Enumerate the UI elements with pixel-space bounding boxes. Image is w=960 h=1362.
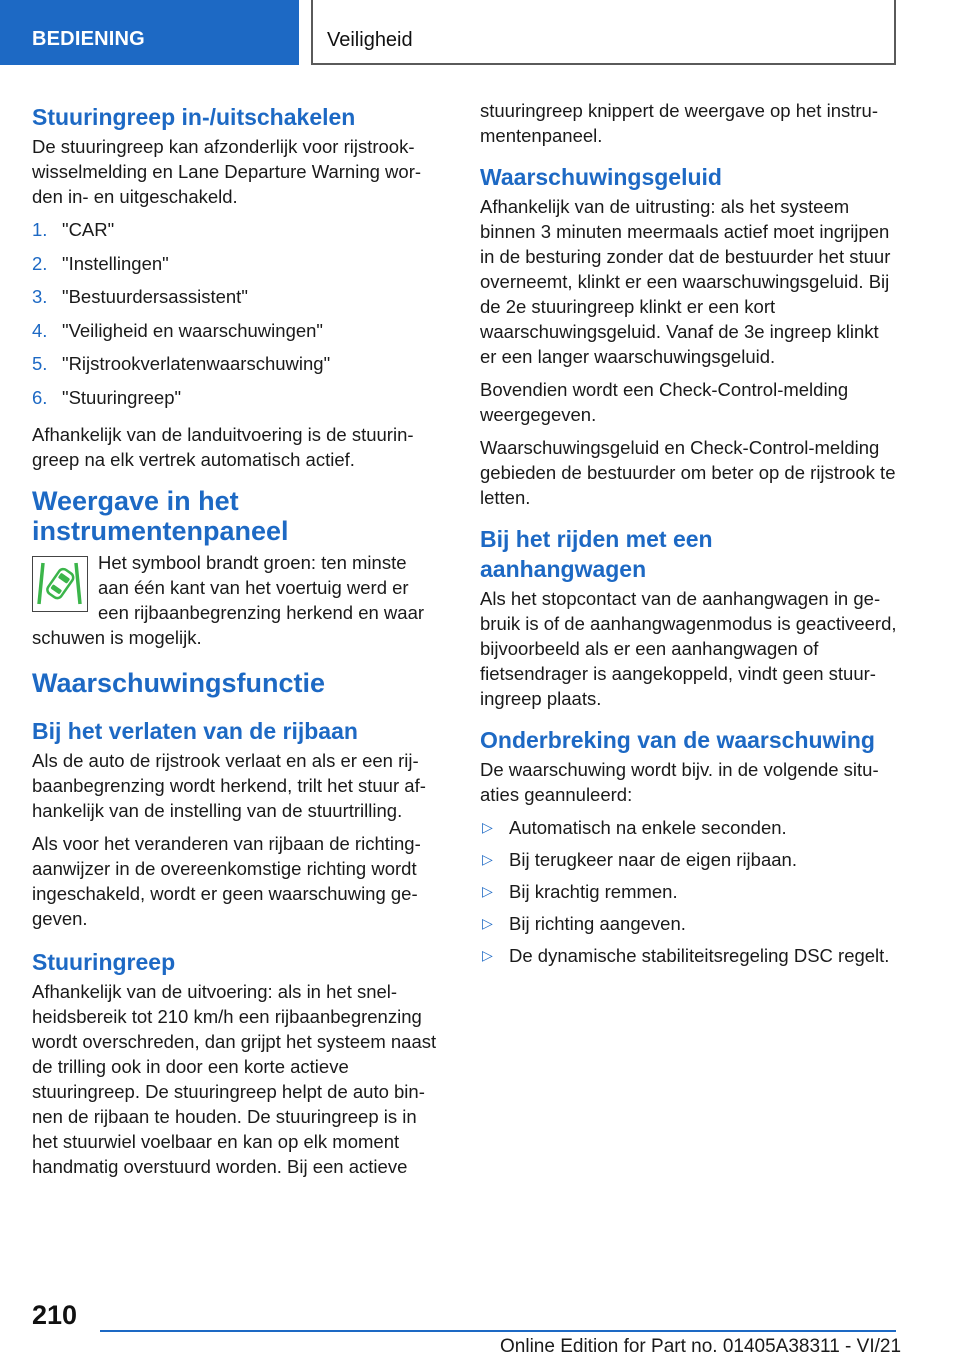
heading-steer: Stuuringreep	[32, 949, 176, 975]
list-item	[480, 943, 900, 968]
page-number: 210	[32, 1300, 78, 1330]
icon-row	[32, 552, 442, 625]
header-chapter-label: Veiligheid	[327, 29, 413, 51]
bullet-text: De dynamische stabiliteitsregeling DSC regelt.	[509, 945, 890, 966]
list-item	[480, 815, 900, 840]
bullet-text: Bij terugkeer naar de eigen rijbaan.	[509, 849, 797, 870]
left-column	[32, 98, 442, 1187]
paragraph-switch: De stuuringreep kan afzonderlijk voor rijstrookwisselmelding en Lane Departure Warning worden in- en uitgeschakeld.	[32, 136, 422, 207]
step-text: "Stuuringreep"	[62, 386, 182, 408]
list-item	[480, 879, 900, 904]
paragraph-continued: stuuringreep knippert de weergave op het instrumentenpaneel.	[480, 100, 878, 146]
bullet-text: Automatisch na enkele seconden.	[509, 817, 787, 838]
interrupt-list	[480, 815, 900, 968]
header-section-tab	[0, 0, 299, 65]
heading-trailer: Bij het rijden met een aanhangwagen	[480, 526, 713, 582]
paragraph-after-steps: Afhankelijk van de landuitvoering is de stuuringreep na elk vertrek automatisch actief.	[32, 424, 414, 470]
icon-description: Het symbool brandt groen: ten minste aan één kant van het voertuig werd er een rijbaanbegrenzing herkend en waar	[98, 552, 425, 623]
bullet-triangle-icon: ▷	[482, 851, 493, 867]
bullet-text: Bij richting aangeven.	[509, 913, 686, 934]
list-item	[32, 217, 442, 251]
heading-sound: Waarschuwingsgeluid	[480, 164, 722, 190]
footer-edition: Online Edition for Part no. 01405A38311 - VI/21	[500, 1336, 902, 1357]
paragraph-sound-2: Bovendien wordt een Check-Control-melding weergegeven.	[480, 379, 849, 425]
steps-list	[32, 217, 442, 418]
header-section-label: BEDIENING	[32, 28, 145, 50]
list-item	[32, 351, 442, 385]
list-item	[32, 318, 442, 352]
step-text: "Rijstrookverlatenwaarschuwing"	[62, 353, 331, 374]
paragraph-sound-3: Waarschuwingsgeluid en Check-Control-melding gebieden de bestuurder om beter op de rijstrook te letten.	[480, 437, 896, 508]
footer-divider	[100, 1330, 896, 1332]
step-number: 2.	[32, 252, 48, 274]
bullet-triangle-icon: ▷	[482, 819, 493, 835]
list-item	[480, 911, 900, 936]
paragraph-interrupt: De waarschuwing wordt bijv. in de volgende situaties geannuleerd:	[480, 759, 879, 805]
step-text: "Veiligheid en waarschuwingen"	[62, 319, 323, 341]
paragraph-trailer: Als het stopcontact van de aanhangwagen in gebruik is of de aanhangwagenmodus is geactiveerd, bijvoorbeeld als er een aanhangwagen of fietsendrager is aangekoppeld, vindt geen stuuringreep plaats.	[480, 588, 897, 709]
heading-switch: Stuuringreep in-/uitschakelen	[32, 104, 356, 130]
heading-leaving: Bij het verlaten van de rijbaan	[32, 718, 358, 744]
heading-display: Weergave in het instrumentenpaneel	[32, 486, 289, 546]
step-text: "Instellingen"	[62, 252, 169, 274]
step-number: 6.	[32, 386, 48, 408]
bullet-triangle-icon: ▷	[482, 883, 493, 899]
paragraph-leaving-1: Als de auto de rijstrook verlaat en als er een rijbaanbegrenzing wordt herkend, trilt het stuur afhankelijk van de instelling van de stuurtrilling.	[32, 750, 426, 821]
list-item	[32, 385, 442, 419]
list-item	[480, 847, 900, 872]
list-item	[32, 251, 442, 285]
step-text: "CAR"	[62, 219, 115, 240]
icon-description-continued: schuwen is mogelijk.	[32, 627, 202, 648]
step-text: "Bestuurdersassistent"	[62, 286, 248, 307]
heading-interrupt: Onderbreking van de waarschuwing	[480, 727, 875, 753]
step-number: 4.	[32, 319, 48, 341]
lane-departure-warning-icon	[32, 556, 88, 612]
bullet-text: Bij krachtig remmen.	[509, 881, 678, 902]
header-chapter-tab	[311, 0, 896, 65]
list-item	[32, 284, 442, 318]
paragraph-leaving-2: Als voor het veranderen van rijbaan de richtingaanwijzer in de overeenkomstige richting wordt ingeschakeld, wordt er geen waarschuwing gegeven.	[32, 833, 421, 929]
step-number: 5.	[32, 353, 48, 374]
step-number: 1.	[32, 219, 48, 240]
right-column	[480, 98, 900, 975]
bullet-triangle-icon: ▷	[482, 915, 493, 931]
bullet-triangle-icon: ▷	[482, 947, 493, 963]
step-number: 3.	[32, 286, 48, 307]
heading-function: Waarschuwingsfunctie	[32, 668, 326, 698]
paragraph-sound-1: Afhankelijk van de uitrusting: als het systeem binnen 3 minuten meermaals actief moet ingrijpen in de besturing zonder dat de bestuurder het stuur overneemt, klinkt er een waarschuwingsgeluid. Bij de 2e stuuringreep klinkt er een kort waarschuwingsgeluid. Vanaf de 3e ingreep klinkt er een langer waarschuwingsgeluid.	[480, 196, 891, 367]
paragraph-steer: Afhankelijk van de uitvoering: als in het snelheidsbereik tot 210 km/h een rijbaanbegrenzing wordt overschreden, dan grijpt het systeem naast de trilling ook in door een korte actieve stuuringreep. De stuuringreep helpt de auto binnen de rijbaan te houden. De stuuringreep is in het stuurwiel voelbaar en kan op elk moment handmatig overstuurd worden. Bij een actieve	[32, 981, 437, 1177]
